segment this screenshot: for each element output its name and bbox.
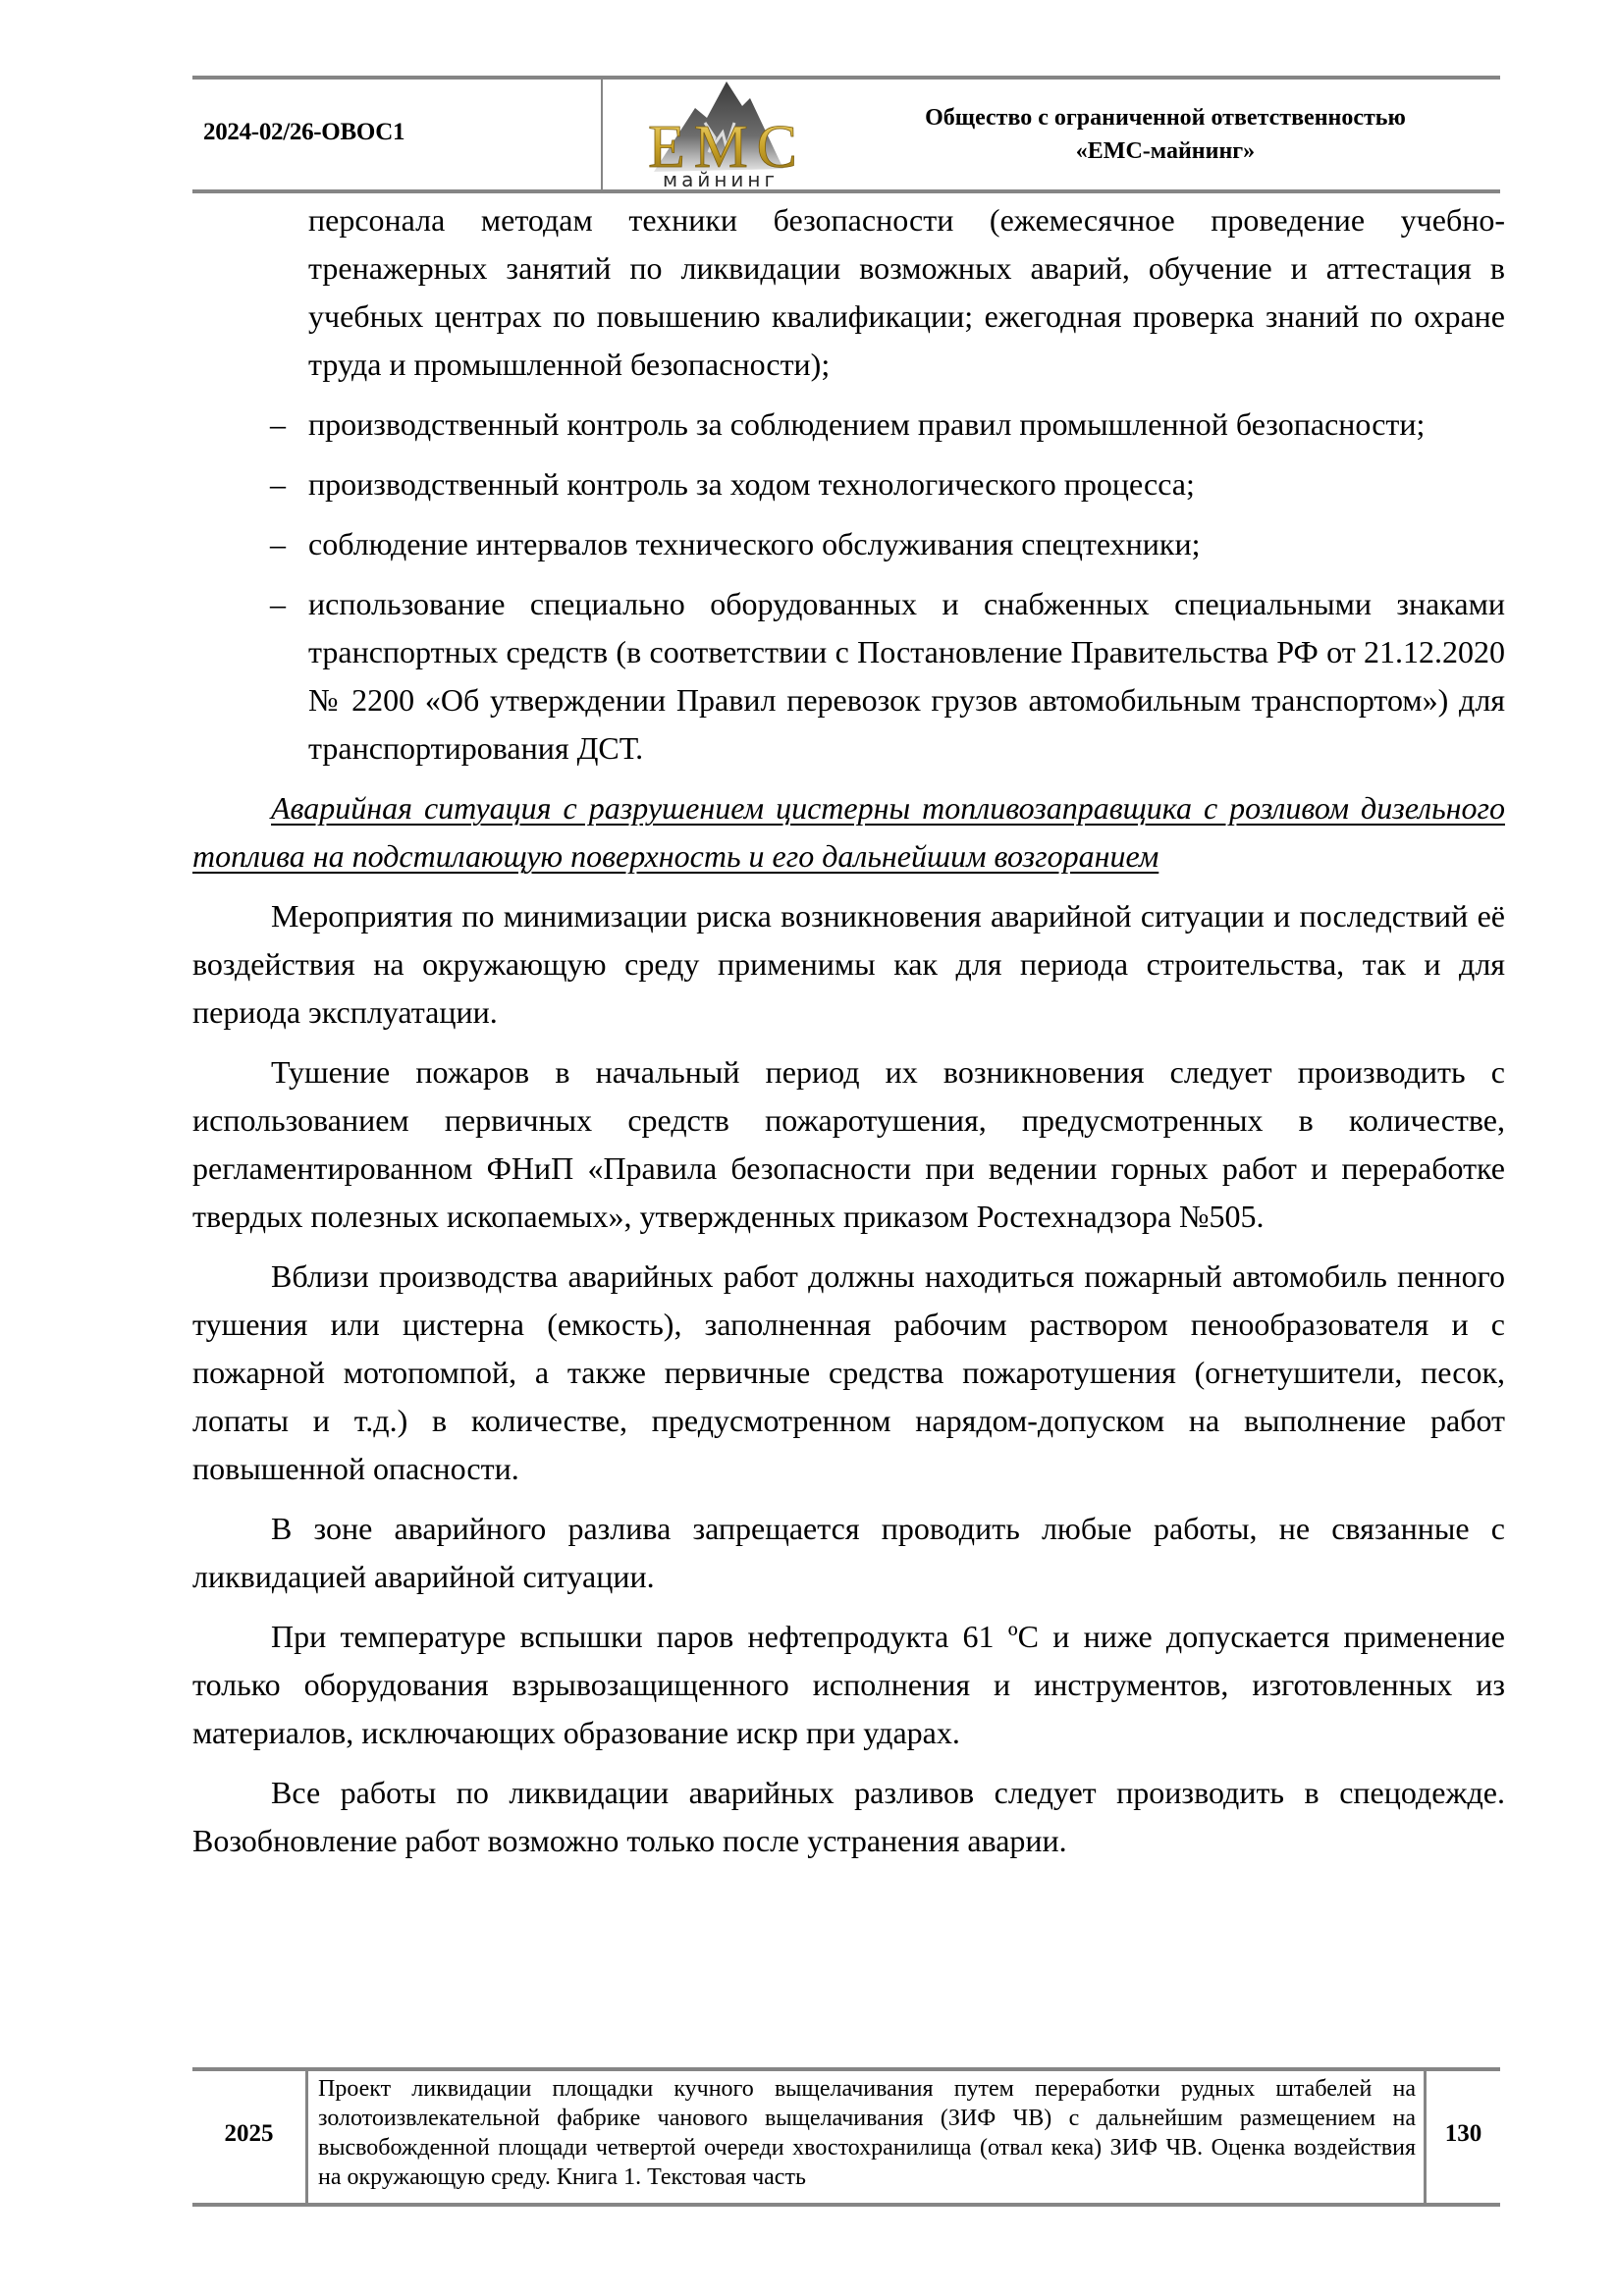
page-footer xyxy=(192,2067,1500,2207)
company-name-line2: «ЕМС-майнинг» xyxy=(1075,138,1256,164)
list-item-continuation: персонала методам техники безопасности (ежемесячное проведение учебно-тренажерных занятий по ликвидации возможных аварий, обучение и аттестация в учебных центрах по повышению квалификации; ежегодная проверка знаний по охране труда и промышленной безопасности); xyxy=(308,202,1505,382)
page-content xyxy=(192,196,1505,1865)
footer-bottom-rule xyxy=(192,2203,1500,2207)
footer-top-rule xyxy=(192,2067,1500,2071)
section-heading: Аварийная ситуация с разрушением цистерны топливозаправщика с розливом дизельного топлива на подстилающую поверхность и его дальнейшим возгоранием xyxy=(192,790,1505,874)
dash-bullet-icon: – xyxy=(270,526,286,561)
list-item xyxy=(192,400,1505,449)
list-item-text: производственный контроль за соблюдением правил промышленной безопасности; xyxy=(308,406,1426,442)
company-name-line1: Общество с ограниченной ответственностью xyxy=(925,105,1406,131)
header-top-rule xyxy=(192,76,1500,80)
list-item-text: соблюдение интервалов технического обслуживания спецтехники; xyxy=(308,526,1201,561)
list-item xyxy=(192,520,1505,568)
company-name xyxy=(831,101,1500,168)
page-number: 130 xyxy=(1444,2120,1482,2147)
dash-bullet-icon: – xyxy=(270,406,286,442)
logo-subtitle: майнинг xyxy=(663,168,779,189)
logo-letters: EMC xyxy=(648,114,793,181)
list-item-text: производственный контроль за ходом технологического процесса; xyxy=(308,466,1195,502)
company-logo xyxy=(636,79,805,189)
header-bottom-rule xyxy=(192,189,1500,193)
header-divider xyxy=(601,80,603,189)
paragraph: Все работы по ликвидации аварийных разливов следует производить в спецодежде. Возобновление работ возможно только после устранения аварии. xyxy=(192,1775,1505,1858)
document-code: 2024-02/26-ОВОС1 xyxy=(203,119,405,145)
paragraph: Мероприятия по минимизации риска возникновения аварийной ситуации и последствий её воздействия на окружающую среду применимы как для периода строительства, так и для периода эксплуатации. xyxy=(192,898,1505,1030)
paragraph: Вблизи производства аварийных работ должны находиться пожарный автомобиль пенного тушения или цистерна (емкость), заполненная рабочим раствором пенообразователя и с пожарной мотопомпой, а также первичные средства пожаротушения (огнетушители, песок, лопаты и т.д.) в количестве, предусмотренном нарядом-допуском на выполнение работ повышенной опасности. xyxy=(192,1258,1505,1486)
page-header xyxy=(192,76,1500,193)
paragraph: Тушение пожаров в начальный период их возникновения следует производить с использованием первичных средств пожаротушения, предусмотренных в количестве, регламентированном ФНиП «Правила безопасности при ведении горных работ и переработке твердых полезных ископаемых», утвержденных приказом Ростехнадзора №505. xyxy=(192,1054,1505,1234)
paragraph: При температуре вспышки паров нефтепродукта 61 ºС и ниже допускается применение только оборудования взрывозащищенного исполнения и инструментов, изготовленных из материалов, исключающих образование искр при ударах. xyxy=(192,1619,1505,1750)
list-item-text: использование специально оборудованных и снабженных специальными знаками транспортных средств (в соответствии с Постановление Правительства РФ от 21.12.2020 № 2200 «Об утверждении Правил перевозок грузов автомобильным транспортом») для транспортирования ДСТ. xyxy=(308,586,1505,766)
dash-bullet-icon: – xyxy=(270,586,286,621)
dash-bullet-icon: – xyxy=(270,466,286,502)
paragraph: В зоне аварийного разлива запрещается проводить любые работы, не связанные с ликвидацией аварийной ситуации. xyxy=(192,1511,1505,1594)
footer-divider-left xyxy=(305,2071,308,2203)
list-item xyxy=(192,460,1505,508)
footer-project-title: Проект ликвидации площадки кучного выщелачивания путем переработки рудных штабелей на золотоизвлекательной фабрике чанового выщелачивания (ЗИФ ЧВ) с дальнейшим размещением на высвобожденной площади четвертой очереди хвостохранилища (отвал кека) ЗИФ ЧВ. Оценка воздействия на окружающую среду. Книга 1. Текстовая часть xyxy=(318,2076,1416,2190)
list-item xyxy=(192,580,1505,773)
footer-year: 2025 xyxy=(224,2120,274,2147)
measures-list xyxy=(192,400,1505,773)
